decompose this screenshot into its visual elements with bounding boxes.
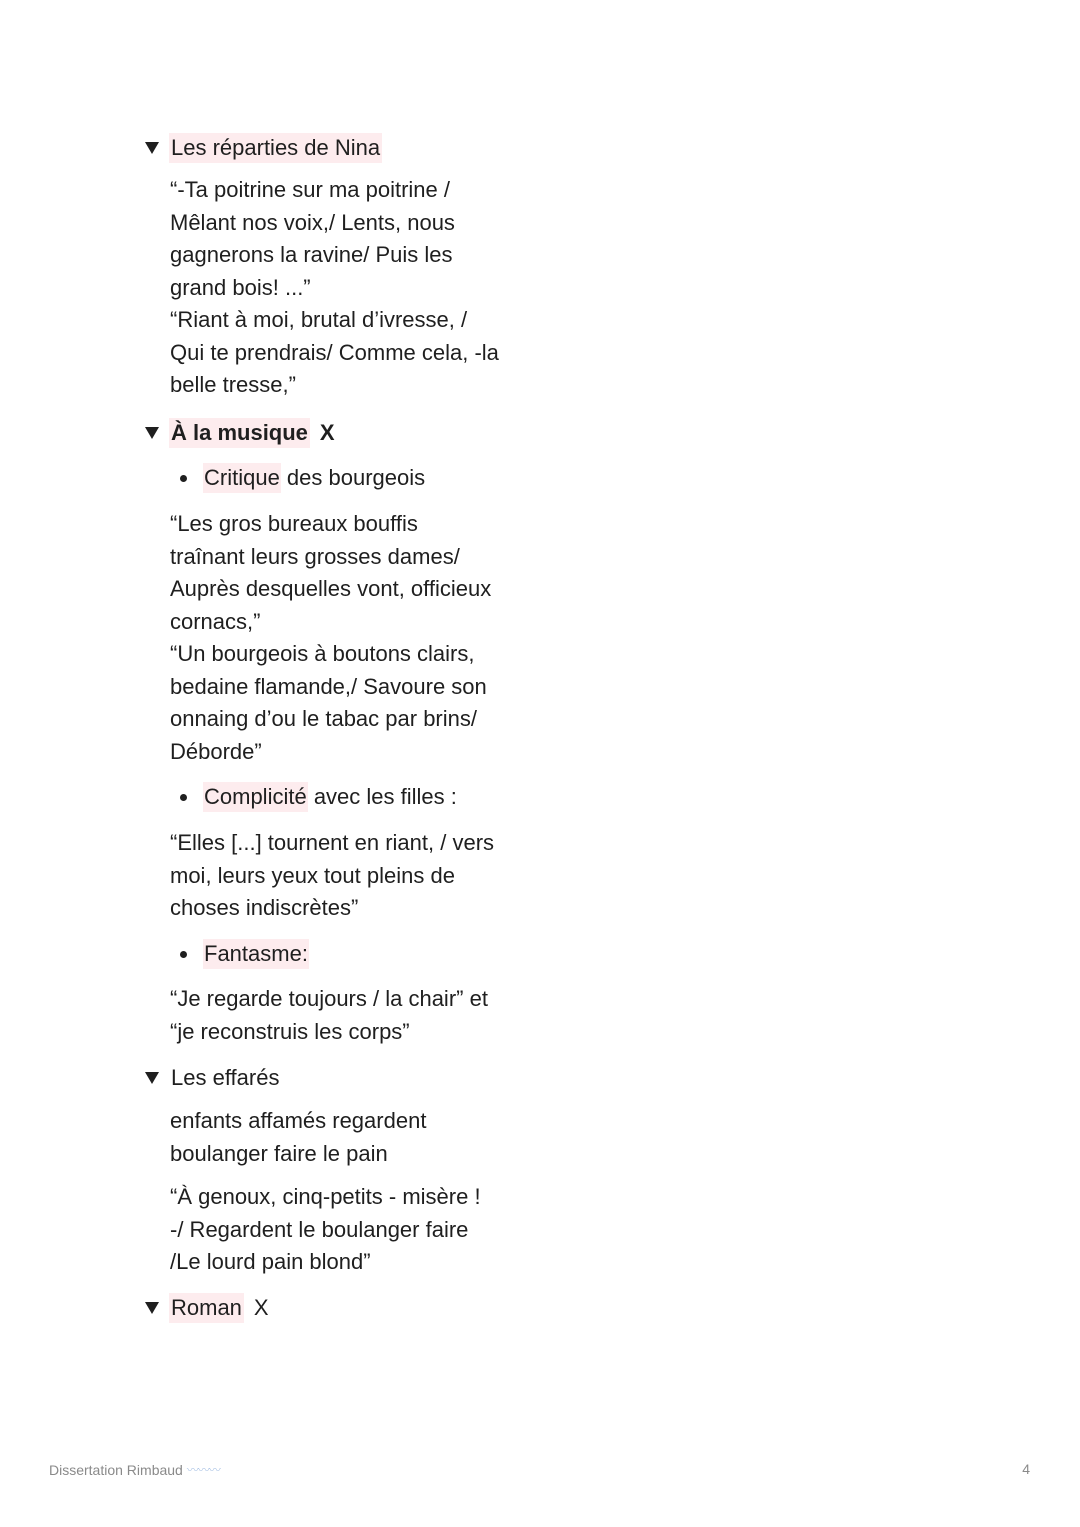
text-effares: enfants affamés regardent boulanger faire le pain bbox=[170, 1108, 427, 1166]
bullet-highlight: Fantasme: bbox=[203, 939, 309, 969]
toggle-nina[interactable] bbox=[145, 132, 382, 164]
toggle-title-effares: Les effarés bbox=[171, 1065, 280, 1090]
x-mark: X bbox=[253, 1295, 269, 1320]
x-mark: X bbox=[319, 420, 335, 445]
bullet-text: avec les filles : bbox=[307, 784, 457, 809]
quote-nina: “-Ta poitrine sur ma poitrine / Mêlant nos voix,/ Lents, nous gagnerons la ravine/ Puis les grand bois! ...” “Riant à moi, brutal d’ivresse, / Qui te prendrais/ Comme cela, -la belle tresse,” bbox=[170, 177, 499, 397]
bullet-dot-icon bbox=[180, 475, 187, 482]
bullet-critique bbox=[180, 462, 425, 494]
page-number: 4 bbox=[1022, 1461, 1030, 1477]
toggle-title-roman: Roman bbox=[169, 1293, 244, 1323]
quote-bourgeois: “Les gros bureaux bouffis traînant leurs grosses dames/ Auprès desquelles vont, officieux cornacs,” “Un bourgeois à boutons clairs, bedaine flamande,/ Savoure son onnaing d’ou le tabac par brins/ Déborde” bbox=[170, 511, 492, 764]
footer-title-text: Dissertation Rimbaud bbox=[49, 1461, 183, 1478]
footer-document-title bbox=[49, 1461, 220, 1478]
bullet-dot-icon bbox=[180, 794, 187, 801]
quote-fantasme: “Je regarde toujours / la chair” et “je reconstruis les corps” bbox=[170, 986, 488, 1044]
quote-effares: “À genoux, cinq-petits - misère ! -/ Regardent le boulanger faire /Le lourd pain blond” bbox=[170, 1184, 481, 1274]
toggle-triangle-icon[interactable] bbox=[145, 1302, 159, 1314]
toggle-musique[interactable] bbox=[145, 417, 335, 449]
bullet-text: des bourgeois bbox=[280, 465, 426, 490]
quote-filles: “Elles [...] tournent en riant, / vers moi, leurs yeux tout pleins de choses indiscrètes” bbox=[170, 830, 495, 920]
bullet-complicite bbox=[180, 781, 457, 813]
bullet-highlight: Critique bbox=[203, 463, 281, 493]
bullet-dot-icon bbox=[180, 951, 187, 958]
toggle-title-musique: À la musique bbox=[169, 418, 310, 448]
bullet-fantasme bbox=[180, 938, 309, 970]
toggle-triangle-icon[interactable] bbox=[145, 142, 159, 154]
bullet-highlight: Complicité bbox=[203, 782, 308, 812]
toggle-title-nina: Les réparties de Nina bbox=[169, 133, 382, 163]
toggle-effares[interactable] bbox=[145, 1062, 281, 1094]
waves-emoji-icon: 〰〰〰 bbox=[186, 1463, 220, 1477]
toggle-roman[interactable] bbox=[145, 1292, 269, 1324]
toggle-triangle-icon[interactable] bbox=[145, 1072, 159, 1084]
toggle-triangle-icon[interactable] bbox=[145, 427, 159, 439]
